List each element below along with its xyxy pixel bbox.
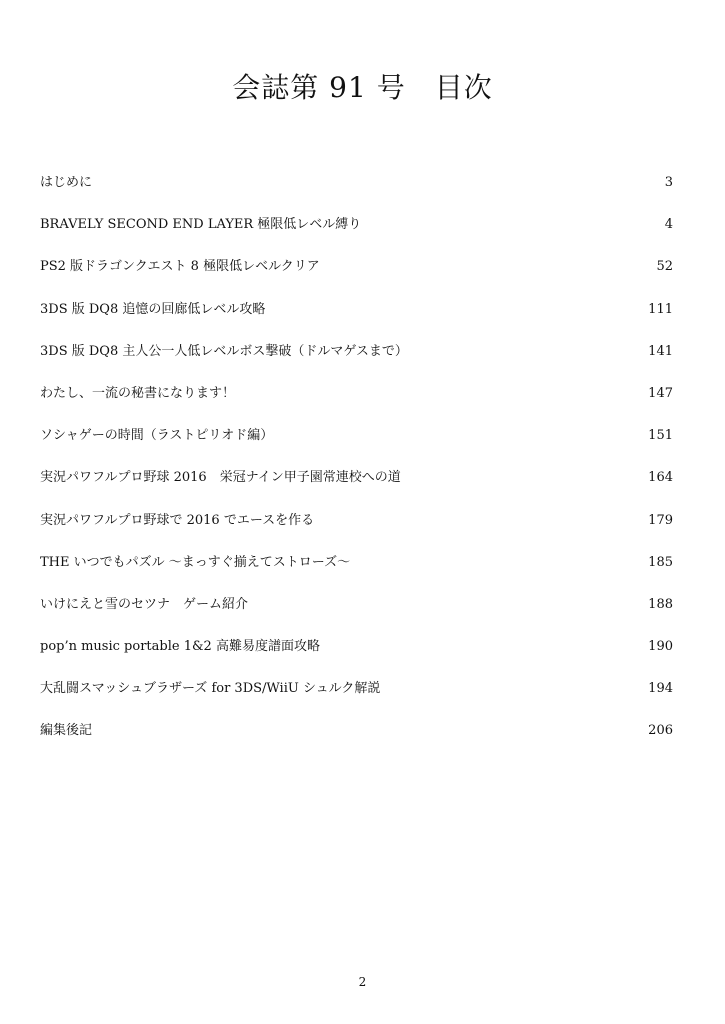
toc-entry	[40, 212, 673, 254]
toc-entry-title: わたし、一流の秘書になります！	[40, 385, 236, 401]
toc-entry-title: 3DS 版 DQ8 追憶の回廊低レベル攻略	[40, 301, 266, 317]
toc-entry-title: BRAVELY SECOND END LAYER 極限低レベル縛り	[40, 217, 362, 233]
toc-entry-page: 111	[648, 301, 673, 317]
toc-entry	[40, 676, 673, 718]
toc-entry-page: 188	[648, 596, 673, 612]
toc-entry-title: PS2 版ドラゴンクエスト 8 極限低レベルクリア	[40, 259, 320, 275]
toc-entry	[40, 550, 673, 592]
toc-entry	[40, 592, 673, 634]
toc-entry-title: 実況パワフルプロ野球で 2016 でエースを作る	[40, 512, 315, 528]
toc-entry-title: はじめに	[40, 175, 93, 190]
page-title: 会誌第 91 号 目次	[232, 71, 493, 104]
toc-entry	[40, 423, 673, 465]
toc-entry	[40, 339, 673, 381]
toc-entry-title: 大乱闘スマッシュブラザーズ for 3DS/WiiU シュルク解説	[40, 681, 381, 697]
toc-entry-page: 3	[664, 175, 673, 190]
toc-entry-page: 194	[648, 681, 673, 697]
toc-entry-title: 3DS 版 DQ8 主人公一人低レベルボス撃破（ドルマゲスまで）	[40, 343, 408, 359]
toc-entry	[40, 634, 673, 676]
toc-entry-page: 151	[648, 428, 673, 444]
page-number: 2	[358, 975, 367, 989]
toc-entry-page: 185	[648, 554, 673, 570]
toc-entry-title: 編集後記	[40, 723, 93, 739]
toc-entry-title: THE いつでもパズル ～まっすぐ揃えてストローズ～	[40, 554, 351, 570]
toc-entry	[40, 254, 673, 296]
toc-entry-page: 164	[648, 470, 673, 486]
toc-entry-page: 52	[656, 259, 673, 275]
toc-entry	[40, 297, 673, 339]
toc-entry-page: 4	[664, 217, 673, 233]
toc-entry-page: 147	[648, 385, 673, 401]
toc-entry-title: pop’n music portable 1&2 高難易度譜面攻略	[40, 639, 320, 655]
toc-entry-page: 190	[648, 639, 673, 655]
toc-entry-title: ソシャゲーの時間（ラストピリオド編）	[40, 428, 274, 444]
toc-entry	[40, 381, 673, 423]
toc-entry-title: いけにえと雪のセツナ ゲーム紹介	[40, 596, 249, 612]
toc-entry-page: 179	[648, 512, 673, 528]
toc-entry-page: 206	[648, 723, 673, 739]
toc-entry-page: 141	[648, 343, 673, 359]
toc-entry	[40, 718, 673, 760]
table-of-contents	[40, 170, 673, 761]
toc-entry	[40, 465, 673, 507]
toc-entry	[40, 170, 673, 212]
toc-entry	[40, 508, 673, 550]
toc-entry-title: 実況パワフルプロ野球 2016 栄冠ナイン甲子園常連校への道	[40, 470, 401, 486]
